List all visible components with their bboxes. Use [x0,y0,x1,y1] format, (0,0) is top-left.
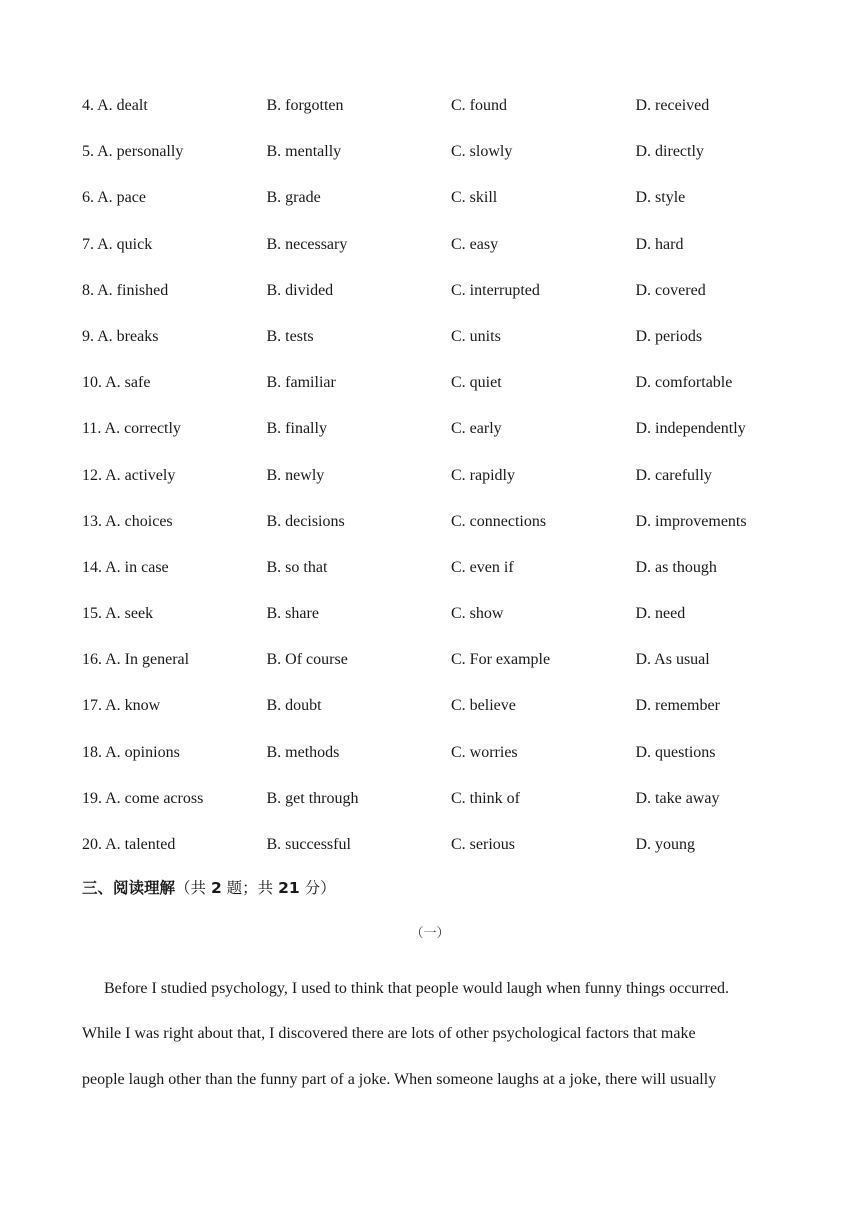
question-row [82,694,802,740]
option-b: B. successful [266,836,351,853]
option-d: D. hard [635,235,684,253]
question-row [82,464,802,510]
option-c: C. skill [451,189,498,207]
question-row [82,325,802,371]
option-d: D. directly [635,143,704,161]
option-a: 13. A. choices [82,512,173,530]
question-row [82,833,802,879]
option-d: D. need [635,605,686,623]
option-c: C. think of [451,789,520,807]
option-c: C. worries [451,743,518,761]
option-d: D. received [635,97,710,114]
option-a: 5. A. personally [82,143,184,161]
option-a: 10. A. safe [82,374,151,392]
option-a: 7. A. quick [82,235,153,253]
option-d: D. style [635,189,686,207]
option-c: C. slowly [451,143,513,161]
passage-line: Before I studied psychology, I used to think that people would laugh when funny things occurred. [104,980,730,997]
question-row [82,140,802,186]
option-a: 18. A. opinions [82,743,180,761]
option-d: D. independently [635,420,746,438]
question-row [82,510,802,556]
option-b: B. Of course [266,651,348,669]
passage-line: people laugh other than the funny part of a joke. When someone laughs at a joke, there will usually [82,1070,717,1088]
option-c: C. easy [451,235,499,253]
option-a: 14. A. in case [82,558,169,576]
option-b: B. newly [266,466,325,484]
total-score: 21 [278,879,300,897]
option-b: B. familiar [266,374,336,392]
option-a: 8. A. finished [82,281,169,299]
option-b: B. decisions [266,512,345,530]
option-a: 20. A. talented [82,836,176,853]
option-d: D. take away [635,789,720,807]
option-d: D. improvements [635,512,747,530]
option-a: 15. A. seek [82,605,154,623]
reading-passage [82,966,790,1102]
section-title: 三、阅读理解 [82,879,176,897]
option-d: D. periods [635,327,703,345]
option-c: C. show [451,605,504,623]
option-d: D. covered [635,281,706,299]
option-b: B. methods [266,743,340,761]
option-c: C. connections [451,512,547,530]
option-b: B. finally [266,420,327,438]
question-row [82,602,802,648]
option-b: B. share [266,605,319,623]
option-d: D. questions [635,743,716,761]
option-a: 6. A. pace [82,189,146,207]
option-d: D. comfortable [635,374,733,392]
option-c: C. believe [451,697,516,715]
option-b: B. divided [266,281,334,299]
option-d: D. young [635,836,696,853]
question-row [82,371,802,417]
option-a: 9. A. breaks [82,327,159,345]
question-row [82,186,802,232]
question-row [82,94,802,140]
option-b: B. necessary [266,235,348,253]
passage-line: While I was right about that, I discovered there are lots of other psychological factors that make [82,1025,696,1043]
option-b: B. so that [266,558,328,576]
option-c: C. even if [451,558,514,576]
option-c: C. interrupted [451,281,540,299]
question-count: 2 [210,879,222,897]
option-b: B. grade [266,189,321,207]
question-row [82,741,802,787]
option-d: D. As usual [635,651,710,669]
question-row [82,417,802,463]
option-a: 17. A. know [82,697,161,715]
question-row [82,233,802,279]
option-c: C. early [451,420,502,438]
options-table [82,94,802,879]
passage-number: （一） [410,926,450,941]
section-heading [82,876,336,900]
section-paren-close: 分） [299,879,336,897]
question-row [82,648,802,694]
option-a: 12. A. actively [82,466,176,484]
option-c: C. serious [451,836,515,853]
option-b: B. doubt [266,697,322,715]
option-a: 19. A. come across [82,789,204,807]
option-d: D. as though [635,558,717,576]
option-c: C. units [451,327,501,345]
option-b: B. get through [266,789,359,807]
option-c: C. For example [451,651,551,669]
option-a: 16. A. In general [82,651,190,669]
option-a: 4. A. dealt [82,97,148,114]
section-paren-mid: 题；共 [221,879,279,897]
option-a: 11. A. correctly [82,420,181,438]
option-d: D. carefully [635,466,712,484]
question-row [82,556,802,602]
question-row [82,279,802,325]
option-d: D. remember [635,697,720,715]
option-b: B. tests [266,327,314,345]
option-c: C. rapidly [451,466,515,484]
option-b: B. forgotten [266,97,344,114]
option-b: B. mentally [266,143,342,161]
question-row [82,787,802,833]
section-paren-open: （共 [175,879,211,897]
option-c: C. quiet [451,374,502,392]
option-c: C. found [451,97,507,114]
